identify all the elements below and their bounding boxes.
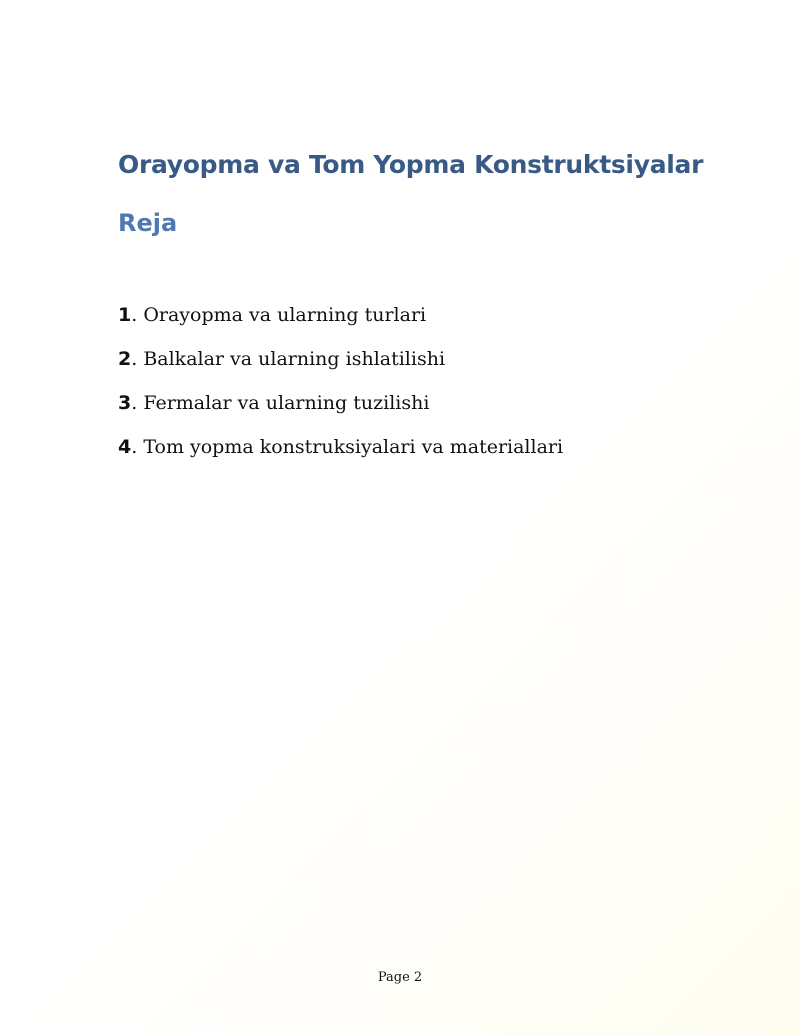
list-item-text: . Orayopma va ularning turlari [131, 304, 427, 326]
list-item-text: . Balkalar va ularning ishlatilishi [131, 348, 446, 370]
plan-list [118, 293, 563, 469]
list-item-number: 3 [118, 392, 132, 414]
list-item [118, 293, 563, 337]
list-item-number: 4 [118, 436, 132, 458]
list-item [118, 337, 563, 381]
list-item-text: . Tom yopma konstruksiyalari va materiallari [131, 436, 564, 458]
list-item-number: 1 [118, 304, 132, 326]
list-item-text: . Fermalar va ularning tuzilishi [131, 392, 430, 414]
section-heading: Reja [118, 209, 178, 237]
document-title: Orayopma va Tom Yopma Konstruktsiyalar [118, 150, 704, 179]
list-item-number: 2 [118, 348, 132, 370]
list-item [118, 425, 563, 469]
list-item [118, 381, 563, 425]
page-number: Page 2 [377, 970, 423, 985]
